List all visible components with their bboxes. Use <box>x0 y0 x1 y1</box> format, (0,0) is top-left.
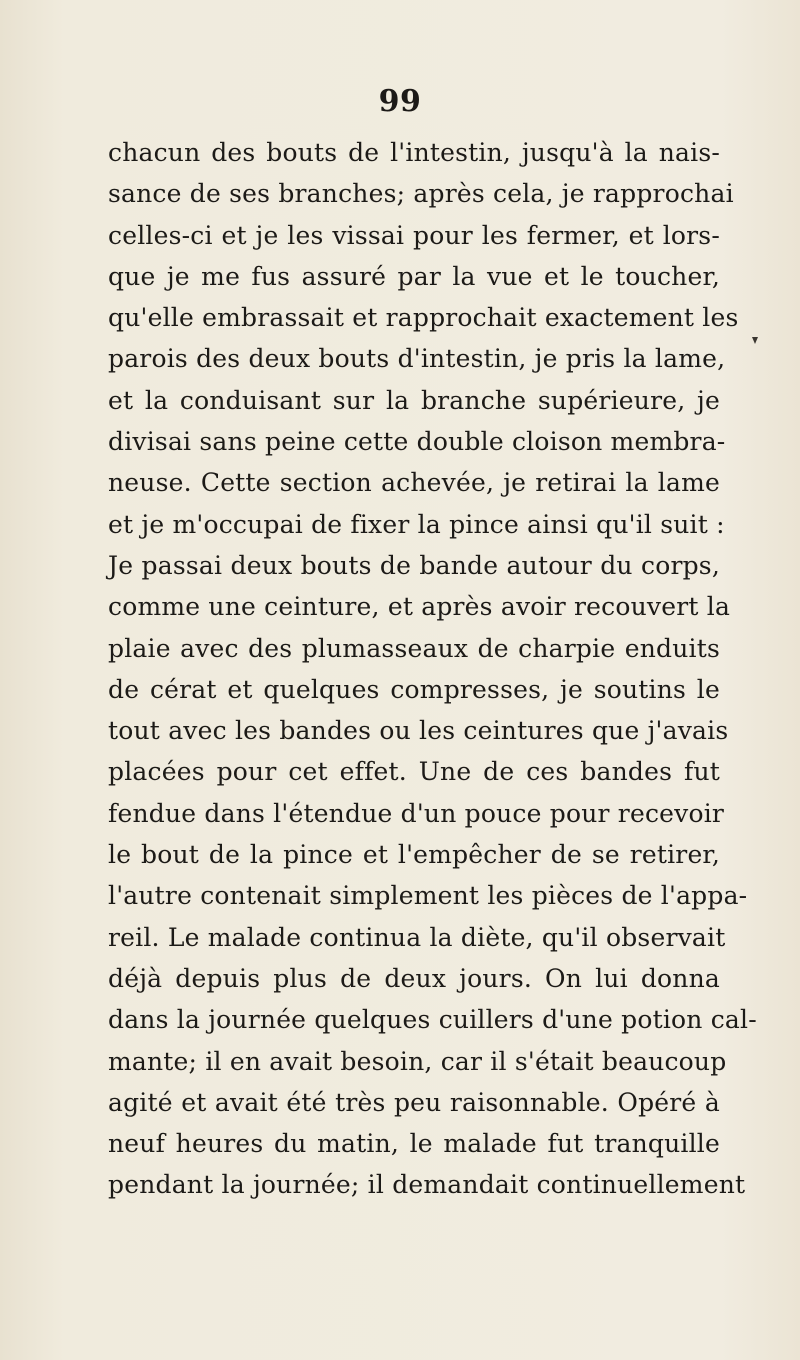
text-line: chacun des bouts de l'intestin, jusqu'à la nais- <box>108 138 720 167</box>
text-line: dans la journée quelques cuillers d'une potion cal- <box>108 1005 757 1035</box>
text-line: agité et avait été très peu raisonnable. Opéré à <box>108 1087 720 1117</box>
text-line: placées pour cet effet. Une de ces bandes fut <box>108 757 720 787</box>
text-line: divisai sans peine cette double cloison membra- <box>108 427 726 457</box>
text-line: comme une ceinture, et après avoir recouvert la <box>108 592 731 622</box>
text-line: et la conduisant sur la branche supérieure, je <box>108 385 720 415</box>
text-line: et je m'occupai de fixer la pince ainsi qu'il suit : <box>108 509 725 539</box>
text-line: qu'elle embrassait et rapprochait exactement les <box>108 303 739 333</box>
text-line: le bout de la pince et l'empêcher de se retirer, <box>108 840 720 870</box>
text-line: Je passai deux bouts de bande autour du corps, <box>108 550 720 580</box>
margin-mark-icon <box>752 337 758 344</box>
text-line: neuf heures du matin, le malade fut tranquille <box>108 1129 720 1159</box>
text-line: déjà depuis plus de deux jours. On lui donna <box>108 963 720 993</box>
page-number: 99 <box>378 84 422 119</box>
text-line: neuse. Cette section achevée, je retirai la lame <box>108 468 720 498</box>
text-line: sance de ses branches; après cela, je rapprochai <box>108 179 734 209</box>
text-line: que je me fus assuré par la vue et le toucher, <box>108 261 720 291</box>
text-line: fendue dans l'étendue d'un pouce pour recevoir <box>108 798 725 828</box>
text-line: l'autre contenait simplement les pièces de l'appa- <box>108 881 748 911</box>
text-line: reil. Le malade continua la diète, qu'il observait <box>108 922 726 952</box>
text-line: parois des deux bouts d'intestin, je pris la lame, <box>108 344 726 374</box>
text-line: pendant la journée; il demandait continuellement <box>108 1170 746 1200</box>
text-line: tout avec les bandes ou les ceintures que j'avais <box>108 716 729 746</box>
text-line: de cérat et quelques compresses, je soutins le <box>108 674 720 704</box>
text-line: plaie avec des plumasseaux de charpie enduits <box>108 633 720 663</box>
text-line: mante; il en avait besoin, car il s'était beaucoup <box>108 1046 727 1076</box>
text-line: celles-ci et je les vissai pour les fermer, et lors- <box>108 220 720 250</box>
body-text <box>108 132 757 1206</box>
